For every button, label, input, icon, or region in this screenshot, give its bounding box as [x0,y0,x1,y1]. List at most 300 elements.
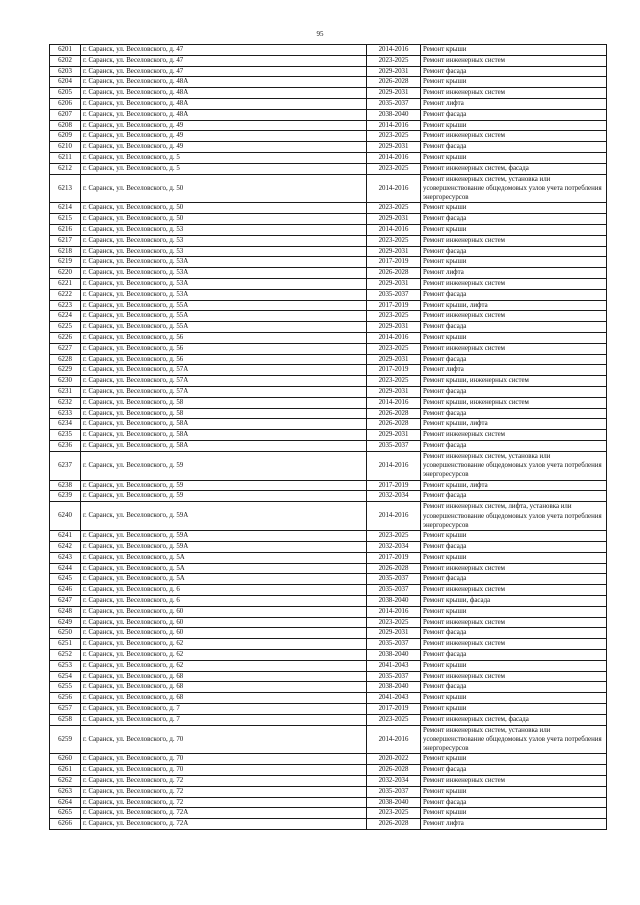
table-row [50,786,607,797]
work-type-cell: Ремонт крыши [421,152,607,163]
address-cell: г. Саранск, ул. Веселовского, д. 58А [81,440,367,451]
table-row [50,563,607,574]
period-cell: 2014-2016 [367,725,421,754]
address-cell: г. Саранск, ул. Веселовского, д. 59А [81,531,367,542]
work-type-cell: Ремонт крыши [421,703,607,714]
period-cell: 2023-2025 [367,163,421,174]
address-cell: г. Саранск, ул. Веселовского, д. 48А [81,88,367,99]
row-number: 6260 [50,754,81,765]
period-cell: 2017-2019 [367,257,421,268]
work-type-cell: Ремонт фасада [421,354,607,365]
address-cell: г. Саранск, ул. Веселовского, д. 48А [81,98,367,109]
table-row [50,354,607,365]
address-cell: г. Саранск, ул. Веселовского, д. 57А [81,365,367,376]
row-number: 6208 [50,120,81,131]
address-cell: г. Саранск, ул. Веселовского, д. 53 [81,246,367,257]
address-cell: г. Саранск, ул. Веселовского, д. 6 [81,585,367,596]
address-cell: г. Саранск, ул. Веселовского, д. 59А [81,541,367,552]
table-row [50,322,607,333]
period-cell: 2038-2040 [367,682,421,693]
work-type-cell: Ремонт крыши [421,660,607,671]
period-cell: 2038-2040 [367,595,421,606]
work-type-cell: Ремонт крыши [421,786,607,797]
work-type-cell: Ремонт инженерных систем [421,55,607,66]
address-cell: г. Саранск, ул. Веселовского, д. 5А [81,563,367,574]
row-number: 6229 [50,365,81,376]
address-cell: г. Саранск, ул. Веселовского, д. 68 [81,671,367,682]
address-cell: г. Саранск, ул. Веселовского, д. 6 [81,595,367,606]
table-row [50,311,607,322]
work-type-cell: Ремонт крыши [421,754,607,765]
address-cell: г. Саранск, ул. Веселовского, д. 60 [81,628,367,639]
table-row [50,163,607,174]
row-number: 6215 [50,214,81,225]
address-cell: г. Саранск, ул. Веселовского, д. 53 [81,225,367,236]
table-row [50,376,607,387]
period-cell: 2017-2019 [367,703,421,714]
period-cell: 2029-2031 [367,88,421,99]
table-row [50,451,607,480]
table-row [50,131,607,142]
address-cell: г. Саранск, ул. Веселовского, д. 49 [81,131,367,142]
address-cell: г. Саранск, ул. Веселовского, д. 72 [81,786,367,797]
row-number: 6212 [50,163,81,174]
table-row [50,333,607,344]
row-number: 6218 [50,246,81,257]
row-number: 6244 [50,563,81,574]
period-cell: 2014-2016 [367,451,421,480]
period-cell: 2029-2031 [367,279,421,290]
table-row [50,541,607,552]
address-cell: г. Саранск, ул. Веселовского, д. 58 [81,408,367,419]
table-row [50,152,607,163]
row-number: 6249 [50,617,81,628]
period-cell: 2038-2040 [367,797,421,808]
address-cell: г. Саранск, ул. Веселовского, д. 62 [81,660,367,671]
address-cell: г. Саранск, ул. Веселовского, д. 56 [81,333,367,344]
table-row [50,574,607,585]
period-cell: 2023-2025 [367,203,421,214]
table-row [50,671,607,682]
table-row [50,300,607,311]
row-number: 6242 [50,541,81,552]
row-number: 6255 [50,682,81,693]
work-type-cell: Ремонт инженерных систем, установка или усовершенствование общедомовых узлов учета потребления энергоресурсов [421,725,607,754]
address-cell: г. Саранск, ул. Веселовского, д. 5А [81,552,367,563]
period-cell: 2023-2025 [367,311,421,322]
row-number: 6221 [50,279,81,290]
address-cell: г. Саранск, ул. Веселовского, д. 59А [81,502,367,531]
period-cell: 2032-2034 [367,541,421,552]
period-cell: 2017-2019 [367,300,421,311]
work-type-cell: Ремонт лифта [421,819,607,830]
row-number: 6265 [50,808,81,819]
row-number: 6241 [50,531,81,542]
address-cell: г. Саранск, ул. Веселовского, д. 5А [81,574,367,585]
table-row [50,606,607,617]
table-row [50,552,607,563]
row-number: 6209 [50,131,81,142]
table-row [50,279,607,290]
row-number: 6201 [50,45,81,56]
work-type-cell: Ремонт крыши, инженерных систем [421,397,607,408]
address-cell: г. Саранск, ул. Веселовского, д. 50 [81,203,367,214]
address-cell: г. Саранск, ул. Веселовского, д. 70 [81,765,367,776]
table-row [50,419,607,430]
row-number: 6264 [50,797,81,808]
table-row [50,682,607,693]
table-row [50,174,607,203]
period-cell: 2029-2031 [367,142,421,153]
row-number: 6224 [50,311,81,322]
work-type-cell: Ремонт крыши, инженерных систем [421,376,607,387]
table-row [50,808,607,819]
row-number: 6243 [50,552,81,563]
table-row [50,725,607,754]
address-cell: г. Саранск, ул. Веселовского, д. 7 [81,714,367,725]
period-cell: 2029-2031 [367,246,421,257]
table-row [50,585,607,596]
row-number: 6250 [50,628,81,639]
period-cell: 2023-2025 [367,376,421,387]
row-number: 6205 [50,88,81,99]
work-type-cell: Ремонт крыши, лифта [421,300,607,311]
address-cell: г. Саранск, ул. Веселовского, д. 60 [81,617,367,628]
work-type-cell: Ремонт фасада [421,408,607,419]
address-cell: г. Саранск, ул. Веселовского, д. 57А [81,387,367,398]
address-cell: г. Саранск, ул. Веселовского, д. 62 [81,649,367,660]
table-row [50,639,607,650]
table-row [50,797,607,808]
work-type-cell: Ремонт крыши [421,225,607,236]
work-type-cell: Ремонт лифта [421,98,607,109]
table-row [50,246,607,257]
work-type-cell: Ремонт крыши [421,808,607,819]
row-number: 6261 [50,765,81,776]
work-type-cell: Ремонт инженерных систем [421,775,607,786]
period-cell: 2014-2016 [367,152,421,163]
period-cell: 2035-2037 [367,639,421,650]
period-cell: 2029-2031 [367,214,421,225]
period-cell: 2035-2037 [367,574,421,585]
table-row [50,98,607,109]
work-type-cell: Ремонт фасада [421,765,607,776]
work-type-cell: Ремонт инженерных систем [421,311,607,322]
row-number: 6263 [50,786,81,797]
address-cell: г. Саранск, ул. Веселовского, д. 53А [81,289,367,300]
work-type-cell: Ремонт фасада [421,214,607,225]
table-row [50,765,607,776]
work-type-cell: Ремонт инженерных систем, фасада [421,163,607,174]
table-row [50,480,607,491]
row-number: 6251 [50,639,81,650]
table-row [50,531,607,542]
work-type-cell: Ремонт фасада [421,628,607,639]
work-type-cell: Ремонт инженерных систем, фасада [421,714,607,725]
address-cell: г. Саранск, ул. Веселовского, д. 50 [81,214,367,225]
address-cell: г. Саранск, ул. Веселовского, д. 50 [81,174,367,203]
table-row [50,617,607,628]
address-cell: г. Саранск, ул. Веселовского, д. 59 [81,451,367,480]
period-cell: 2026-2028 [367,819,421,830]
work-type-cell: Ремонт инженерных систем [421,131,607,142]
row-number: 6234 [50,419,81,430]
work-type-cell: Ремонт фасада [421,322,607,333]
table-row [50,142,607,153]
row-number: 6226 [50,333,81,344]
row-number: 6237 [50,451,81,480]
period-cell: 2041-2043 [367,693,421,704]
table-row [50,819,607,830]
period-cell: 2014-2016 [367,174,421,203]
address-cell: г. Саранск, ул. Веселовского, д. 53 [81,235,367,246]
table-row [50,714,607,725]
work-type-cell: Ремонт крыши [421,552,607,563]
address-cell: г. Саранск, ул. Веселовского, д. 57А [81,376,367,387]
table-row [50,45,607,56]
table-row [50,77,607,88]
period-cell: 2014-2016 [367,120,421,131]
period-cell: 2014-2016 [367,397,421,408]
row-number: 6228 [50,354,81,365]
period-cell: 2023-2025 [367,714,421,725]
address-cell: г. Саранск, ул. Веселовского, д. 49 [81,142,367,153]
work-type-cell: Ремонт крыши, фасада [421,595,607,606]
work-type-cell: Ремонт крыши, лифта [421,419,607,430]
row-number: 6213 [50,174,81,203]
row-number: 6210 [50,142,81,153]
row-number: 6233 [50,408,81,419]
address-cell: г. Саранск, ул. Веселовского, д. 55А [81,311,367,322]
period-cell: 2017-2019 [367,365,421,376]
work-type-cell: Ремонт инженерных систем [421,88,607,99]
address-cell: г. Саранск, ул. Веселовского, д. 68 [81,693,367,704]
work-type-cell: Ремонт фасада [421,797,607,808]
row-number: 6206 [50,98,81,109]
period-cell: 2029-2031 [367,354,421,365]
work-type-cell: Ремонт крыши [421,120,607,131]
table-row [50,289,607,300]
row-number: 6266 [50,819,81,830]
table-row [50,595,607,606]
address-cell: г. Саранск, ул. Веселовского, д. 59 [81,491,367,502]
address-cell: г. Саранск, ул. Веселовского, д. 55А [81,300,367,311]
address-cell: г. Саранск, ул. Веселовского, д. 56 [81,354,367,365]
period-cell: 2032-2034 [367,491,421,502]
period-cell: 2026-2028 [367,77,421,88]
row-number: 6202 [50,55,81,66]
period-cell: 2023-2025 [367,617,421,628]
period-cell: 2035-2037 [367,671,421,682]
work-type-cell: Ремонт фасада [421,649,607,660]
work-type-cell: Ремонт фасада [421,109,607,120]
work-type-cell: Ремонт инженерных систем, установка или усовершенствование общедомовых узлов учета потребления энергоресурсов [421,451,607,480]
table-body [50,45,607,830]
table-row [50,257,607,268]
row-number: 6252 [50,649,81,660]
row-number: 6258 [50,714,81,725]
table-row [50,775,607,786]
address-cell: г. Саранск, ул. Веселовского, д. 53А [81,279,367,290]
work-type-cell: Ремонт инженерных систем [421,235,607,246]
period-cell: 2017-2019 [367,480,421,491]
work-type-cell: Ремонт инженерных систем [421,279,607,290]
work-type-cell: Ремонт инженерных систем, установка или усовершенствование общедомовых узлов учета потребления энергоресурсов [421,174,607,203]
row-number: 6253 [50,660,81,671]
table-row [50,408,607,419]
address-cell: г. Саранск, ул. Веселовского, д. 72 [81,775,367,786]
period-cell: 2029-2031 [367,430,421,441]
period-cell: 2035-2037 [367,786,421,797]
period-cell: 2029-2031 [367,628,421,639]
row-number: 6227 [50,343,81,354]
address-cell: г. Саранск, ул. Веселовского, д. 58А [81,419,367,430]
address-cell: г. Саранск, ул. Веселовского, д. 53А [81,257,367,268]
table-row [50,225,607,236]
address-cell: г. Саранск, ул. Веселовского, д. 49 [81,120,367,131]
table-row [50,660,607,671]
row-number: 6207 [50,109,81,120]
row-number: 6259 [50,725,81,754]
address-cell: г. Саранск, ул. Веселовского, д. 70 [81,754,367,765]
work-type-cell: Ремонт крыши, лифта [421,480,607,491]
period-cell: 2014-2016 [367,333,421,344]
address-cell: г. Саранск, ул. Веселовского, д. 72А [81,808,367,819]
row-number: 6236 [50,440,81,451]
table-row [50,397,607,408]
table-row [50,120,607,131]
row-number: 6214 [50,203,81,214]
work-type-cell: Ремонт фасада [421,66,607,77]
period-cell: 2038-2040 [367,109,421,120]
work-type-cell: Ремонт инженерных систем [421,617,607,628]
address-cell: г. Саранск, ул. Веселовского, д. 48А [81,109,367,120]
work-type-cell: Ремонт фасада [421,440,607,451]
work-type-cell: Ремонт крыши [421,693,607,704]
period-cell: 2032-2034 [367,775,421,786]
work-type-cell: Ремонт фасада [421,246,607,257]
work-type-cell: Ремонт крыши [421,531,607,542]
table-row [50,214,607,225]
row-number: 6262 [50,775,81,786]
work-type-cell: Ремонт фасада [421,541,607,552]
table-row [50,88,607,99]
period-cell: 2026-2028 [367,765,421,776]
period-cell: 2020-2022 [367,754,421,765]
row-number: 6239 [50,491,81,502]
row-number: 6230 [50,376,81,387]
period-cell: 2026-2028 [367,563,421,574]
period-cell: 2035-2037 [367,289,421,300]
period-cell: 2017-2019 [367,552,421,563]
row-number: 6246 [50,585,81,596]
period-cell: 2023-2025 [367,131,421,142]
address-cell: г. Саранск, ул. Веселовского, д. 47 [81,66,367,77]
period-cell: 2035-2037 [367,98,421,109]
work-type-cell: Ремонт фасада [421,387,607,398]
row-number: 6247 [50,595,81,606]
address-cell: г. Саранск, ул. Веселовского, д. 62 [81,639,367,650]
table-row [50,754,607,765]
work-type-cell: Ремонт лифта [421,268,607,279]
period-cell: 2029-2031 [367,66,421,77]
row-number: 6231 [50,387,81,398]
table-row [50,66,607,77]
row-number: 6240 [50,502,81,531]
period-cell: 2041-2043 [367,660,421,671]
address-cell: г. Саранск, ул. Веселовского, д. 60 [81,606,367,617]
table-row [50,235,607,246]
period-cell: 2026-2028 [367,419,421,430]
period-cell: 2026-2028 [367,268,421,279]
work-type-cell: Ремонт инженерных систем [421,430,607,441]
work-type-cell: Ремонт фасада [421,142,607,153]
work-type-cell: Ремонт крыши [421,203,607,214]
row-number: 6235 [50,430,81,441]
table-row [50,109,607,120]
row-number: 6203 [50,66,81,77]
row-number: 6254 [50,671,81,682]
work-type-cell: Ремонт инженерных систем [421,585,607,596]
row-number: 6248 [50,606,81,617]
address-cell: г. Саранск, ул. Веселовского, д. 72А [81,819,367,830]
table-row [50,430,607,441]
table-row [50,203,607,214]
row-number: 6219 [50,257,81,268]
address-cell: г. Саранск, ул. Веселовского, д. 68 [81,682,367,693]
work-type-cell: Ремонт инженерных систем [421,343,607,354]
address-cell: г. Саранск, ул. Веселовского, д. 5 [81,163,367,174]
table-row [50,343,607,354]
work-type-cell: Ремонт инженерных систем [421,639,607,650]
period-cell: 2023-2025 [367,808,421,819]
work-type-cell: Ремонт крыши [421,606,607,617]
row-number: 6223 [50,300,81,311]
table-row [50,440,607,451]
address-cell: г. Саранск, ул. Веселовского, д. 7 [81,703,367,714]
work-type-cell: Ремонт крыши [421,77,607,88]
row-number: 6222 [50,289,81,300]
work-type-cell: Ремонт инженерных систем [421,563,607,574]
row-number: 6257 [50,703,81,714]
work-type-cell: Ремонт фасада [421,682,607,693]
address-cell: г. Саранск, ул. Веселовского, д. 47 [81,55,367,66]
period-cell: 2023-2025 [367,531,421,542]
table-row [50,268,607,279]
table-row [50,628,607,639]
period-cell: 2035-2037 [367,440,421,451]
row-number: 6216 [50,225,81,236]
table-row [50,55,607,66]
address-cell: г. Саранск, ул. Веселовского, д. 70 [81,725,367,754]
address-cell: г. Саранск, ул. Веселовского, д. 47 [81,45,367,56]
row-number: 6217 [50,235,81,246]
work-type-cell: Ремонт крыши [421,257,607,268]
work-type-cell: Ремонт крыши [421,333,607,344]
row-number: 6220 [50,268,81,279]
period-cell: 2026-2028 [367,408,421,419]
row-number: 6204 [50,77,81,88]
address-cell: г. Саранск, ул. Веселовского, д. 53А [81,268,367,279]
page-number: 95 [316,30,324,38]
repair-schedule-table [49,44,607,830]
address-cell: г. Саранск, ул. Веселовского, д. 58 [81,397,367,408]
table-row [50,649,607,660]
row-number: 6256 [50,693,81,704]
table-row [50,387,607,398]
period-cell: 2014-2016 [367,502,421,531]
table-row [50,703,607,714]
